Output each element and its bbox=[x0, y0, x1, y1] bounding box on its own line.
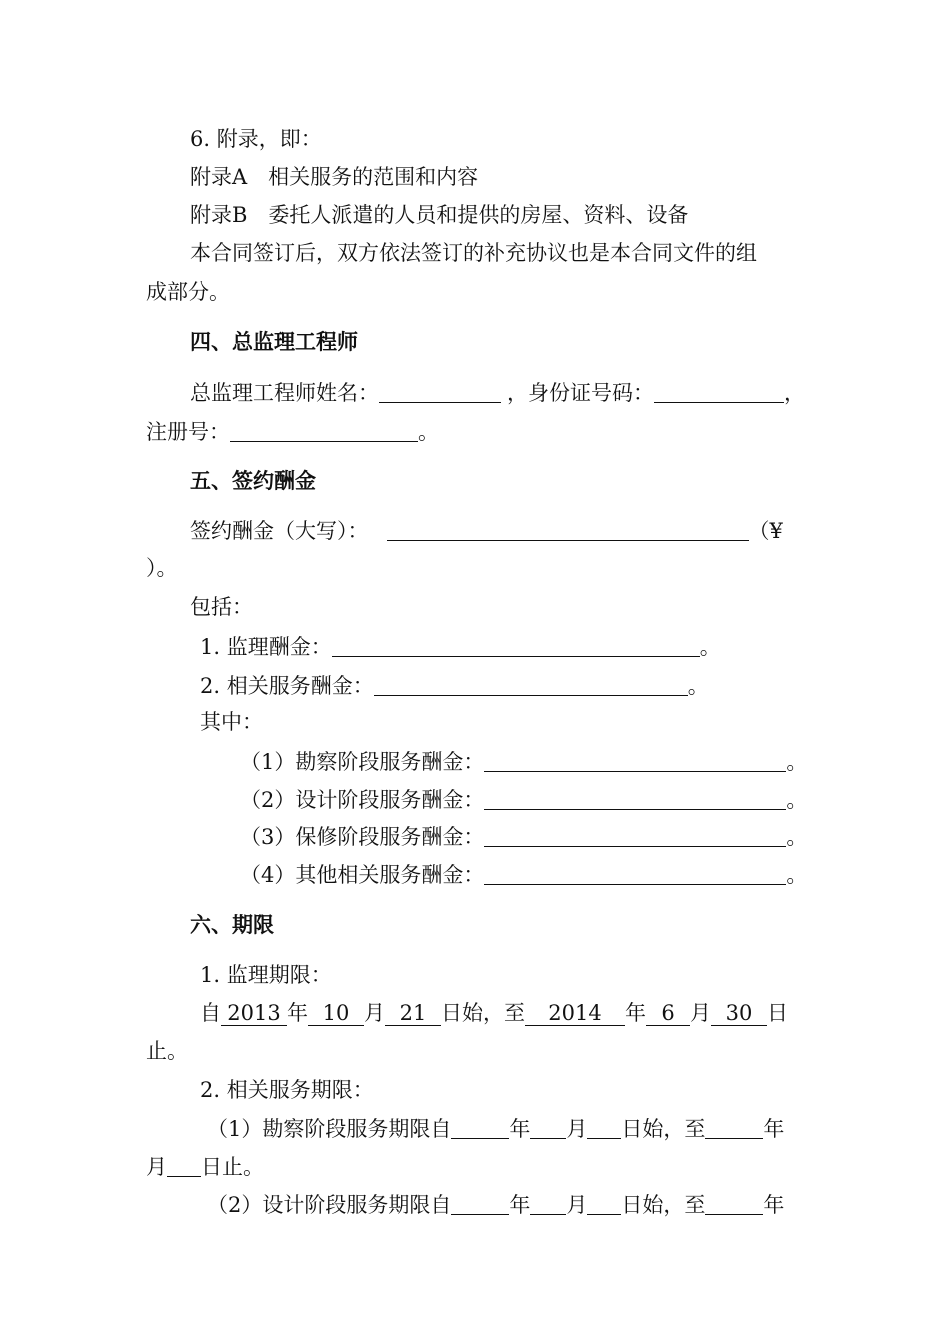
design-start-day[interactable] bbox=[587, 1194, 621, 1215]
design-end-year[interactable] bbox=[705, 1194, 763, 1215]
design-period-label: （2）设计阶段服务期限自 bbox=[207, 1193, 452, 1217]
related-service-fee-field[interactable] bbox=[374, 675, 688, 696]
survey-start-month[interactable] bbox=[530, 1118, 566, 1139]
period: 。 bbox=[699, 635, 721, 659]
period: 。 bbox=[786, 788, 808, 812]
appendix-item-6: 6. 附录，即： bbox=[190, 127, 322, 151]
warranty-fee-field[interactable] bbox=[484, 826, 786, 847]
registration-label: 注册号： bbox=[146, 420, 230, 444]
fee-1-line bbox=[200, 636, 721, 658]
survey-end-year[interactable] bbox=[705, 1118, 763, 1139]
sub-fee-3-line bbox=[240, 826, 807, 848]
yen-close: ）。 bbox=[146, 556, 178, 580]
appendix-note-line2: 成部分。 bbox=[146, 280, 230, 304]
supervision-period-line bbox=[200, 1003, 788, 1026]
other-fee-label: （4）其他相关服务酬金： bbox=[240, 863, 485, 887]
id-number-field[interactable] bbox=[654, 382, 784, 403]
month-label: 月 bbox=[566, 1117, 588, 1141]
month-label: 月 bbox=[364, 1001, 385, 1025]
start-suffix: 日始，至 bbox=[621, 1193, 706, 1217]
sub-fee-4-line bbox=[240, 864, 807, 886]
design-fee-field[interactable] bbox=[484, 789, 786, 810]
total-fee-field[interactable] bbox=[387, 520, 749, 541]
total-fee-label: 签约酬金（大写）： bbox=[190, 519, 369, 543]
appendix-b: 附录B 委托人派遣的人员和提供的房屋、资料、设备 bbox=[190, 203, 689, 227]
supervision-fee-field[interactable] bbox=[332, 636, 700, 657]
survey-period-line-2 bbox=[146, 1156, 264, 1178]
total-fee-line bbox=[190, 520, 783, 542]
start-suffix: 日始，至 bbox=[441, 1001, 525, 1025]
design-fee-label: （2）设计阶段服务酬金： bbox=[240, 788, 485, 812]
supervision-period-label: 1. 监理期限： bbox=[200, 963, 332, 987]
section-4-heading: 四、总监理工程师 bbox=[190, 330, 358, 354]
survey-fee-field[interactable] bbox=[484, 751, 786, 772]
start-month[interactable]: 10 bbox=[308, 1003, 364, 1026]
from-label: 自 bbox=[200, 1001, 221, 1025]
year-label: 年 bbox=[763, 1193, 785, 1217]
survey-start-day[interactable] bbox=[587, 1118, 621, 1139]
chief-engineer-line bbox=[190, 382, 805, 404]
end-year[interactable]: 2014 bbox=[525, 1003, 625, 1026]
registration-line bbox=[146, 421, 439, 443]
period: 。 bbox=[687, 674, 709, 698]
end-month[interactable]: 6 bbox=[646, 1003, 690, 1026]
survey-start-year[interactable] bbox=[451, 1118, 509, 1139]
survey-fee-label: （1）勘察阶段服务酬金： bbox=[240, 750, 485, 774]
survey-end-day[interactable] bbox=[167, 1156, 201, 1177]
year-label: 年 bbox=[625, 1001, 646, 1025]
related-service-fee-label: 2. 相关服务酬金： bbox=[200, 674, 374, 698]
includes-label: 包括： bbox=[190, 595, 253, 619]
id-number-label: ，身份证号码： bbox=[507, 381, 654, 405]
year-label: 年 bbox=[509, 1117, 531, 1141]
sub-fee-1-line bbox=[240, 751, 807, 773]
start-suffix: 日始，至 bbox=[621, 1117, 706, 1141]
design-period-line bbox=[207, 1194, 784, 1216]
appendix-a: 附录A 相关服务的范围和内容 bbox=[190, 165, 479, 189]
period: 。 bbox=[786, 750, 808, 774]
chief-engineer-name-label: 总监理工程师姓名： bbox=[190, 381, 379, 405]
comma: ， bbox=[784, 381, 805, 405]
start-day[interactable]: 21 bbox=[385, 1003, 441, 1026]
section-6-heading: 六、期限 bbox=[190, 913, 274, 937]
section-5-heading: 五、签约酬金 bbox=[190, 469, 316, 493]
supervision-fee-label: 1. 监理酬金： bbox=[200, 635, 332, 659]
sub-fee-2-line bbox=[240, 789, 807, 811]
related-service-period-label: 2. 相关服务期限： bbox=[200, 1078, 374, 1102]
year-label: 年 bbox=[509, 1193, 531, 1217]
yen-open: （¥ bbox=[748, 519, 783, 543]
month-label: 月 bbox=[566, 1193, 588, 1217]
period: 。 bbox=[786, 863, 808, 887]
chief-engineer-name-field[interactable] bbox=[379, 382, 501, 403]
end-day-label: 日 bbox=[767, 1001, 788, 1025]
stop-label: 止。 bbox=[146, 1039, 188, 1063]
survey-period-label: （1）勘察阶段服务期限自 bbox=[207, 1117, 452, 1141]
end-day[interactable]: 30 bbox=[711, 1003, 767, 1026]
other-fee-field[interactable] bbox=[484, 864, 786, 885]
end-stop-label: 日止。 bbox=[201, 1155, 264, 1179]
period: 。 bbox=[786, 825, 808, 849]
warranty-fee-label: （3）保修阶段服务酬金： bbox=[240, 825, 485, 849]
start-year[interactable]: 2013 bbox=[221, 1003, 287, 1026]
fee-2-line bbox=[200, 675, 709, 697]
survey-period-line bbox=[207, 1118, 784, 1140]
year-label: 年 bbox=[287, 1001, 308, 1025]
month-label: 月 bbox=[146, 1155, 167, 1179]
design-start-month[interactable] bbox=[530, 1194, 566, 1215]
among-label: 其中： bbox=[200, 710, 263, 734]
registration-field[interactable] bbox=[230, 421, 418, 442]
month-label: 月 bbox=[690, 1001, 711, 1025]
period: 。 bbox=[418, 420, 439, 444]
year-label: 年 bbox=[763, 1117, 785, 1141]
appendix-note-line1: 本合同签订后，双方依法签订的补充协议也是本合同文件的组 bbox=[190, 241, 757, 265]
design-start-year[interactable] bbox=[451, 1194, 509, 1215]
